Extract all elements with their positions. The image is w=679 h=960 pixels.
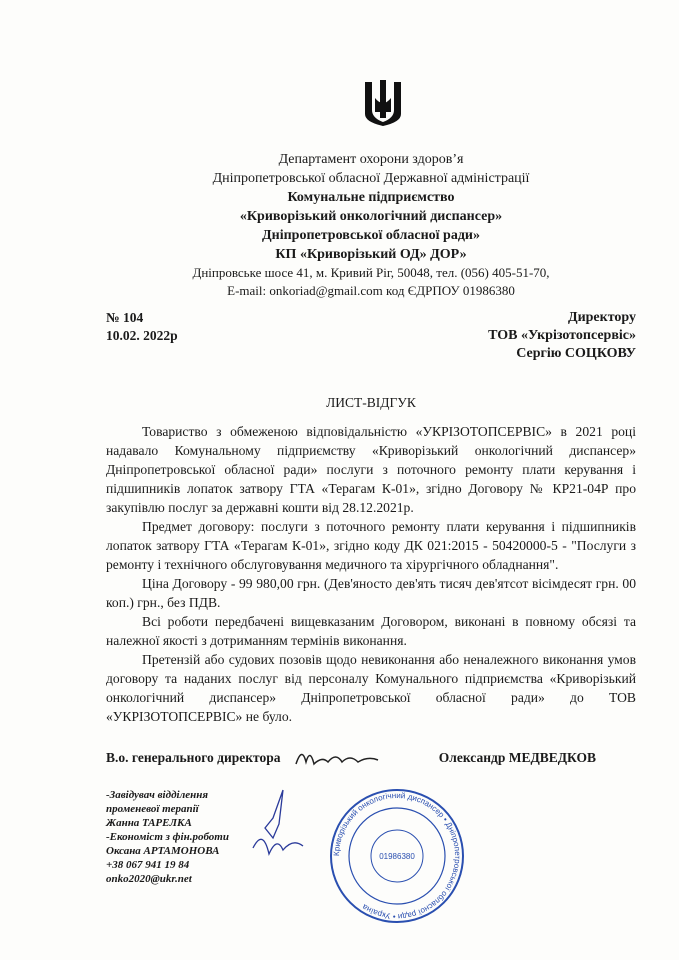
- footer-line: променевої терапії: [106, 803, 199, 815]
- stamp-text: Криворізький онкологічний диспансер • Дніпропетровської обласної ради • Україна: [331, 790, 463, 922]
- signatory-name: Олександр МЕДВЕДКОВ: [438, 750, 596, 765]
- footer-line: Оксана АРТАМОНОВА: [106, 845, 220, 857]
- org-line-1: Комунальне підприємство: [287, 190, 455, 205]
- footer-phone: +38 067 941 19 84: [106, 859, 190, 871]
- contacts: [106, 282, 636, 300]
- email-link[interactable]: onkoriad@gmail.com: [269, 283, 383, 298]
- paragraph: Предмет договору: послуги з поточного ремонту плати керування і підшипників лопаток затвору ГТА «Терагам К-01», згідно коду ДК 021:2015 - 50420000-5 - "Послуги з ремонту і технічного обслуговування медичного та хірургічного обладнання".: [106, 519, 636, 572]
- addressee-company: ТОВ «Укрізотопсервіс»: [488, 328, 636, 343]
- paragraph: Товариство з обмеженою відповідальністю «УКРІЗОТОПСЕРВІС» в 2021 році надавало Комунальному підприємству «Криворізький онкологічний диспансер» Дніпропетровської обласної ради» послуги з поточного ремонту плати керування і підшипників лопаток затвору ГТА «Терагам К-01», згідно Договору № КР21-04Р про закупівлю послуг за державні кошти від 28.12.2021р.: [106, 424, 636, 515]
- signatory-position: В.о. генерального директора: [106, 750, 281, 765]
- ref-number: № 104: [106, 310, 144, 325]
- letter-title: ЛИСТ-ВІДГУК: [326, 395, 416, 410]
- footer-email: onko2020@ukr.net: [106, 873, 192, 885]
- email-label: E-mail:: [227, 283, 267, 298]
- department-line: Департамент охорони здоров’я: [278, 152, 464, 167]
- paragraph: Всі роботи передбачені вищевказаним Договором, виконані в повному обсязі та належної якості з дотриманням термінів виконання.: [106, 614, 636, 648]
- footer-line: -Завідувач відділення: [106, 789, 208, 801]
- addressee-position: Директору: [567, 310, 636, 325]
- reference-block: [106, 309, 178, 363]
- addressee-name: Сергію СОЦКОВУ: [516, 346, 636, 361]
- contact-footer: [106, 788, 229, 886]
- paragraph: Ціна Договору - 99 980,00 грн. (Дев'яносто дев'ять тисяч дев'ятсот вісімдесят грн. 00 коп.) грн., без ПДВ.: [106, 576, 636, 610]
- administration-line: Дніпропетровської обласної Державної адміністрації: [212, 171, 530, 186]
- address: Дніпровське шосе 41, м. Кривий Ріг, 50048, тел. (056) 405-51-70,: [192, 265, 550, 280]
- reference-row: [106, 309, 636, 363]
- edrpou-code: код ЄДРПОУ 01986380: [386, 283, 515, 298]
- org-line-2: «Криворізький онкологічний диспансер»: [239, 209, 503, 224]
- signature-row: [106, 742, 636, 774]
- stamp-code: 01986380: [379, 852, 415, 861]
- footer-row: [106, 788, 636, 924]
- org-line-4: КП «Криворізький ОД» ДОР»: [275, 247, 467, 262]
- letter-body: [106, 422, 636, 726]
- org-line-3: Дніпропетровської обласної ради»: [262, 228, 480, 243]
- official-stamp: [327, 788, 467, 924]
- economist-signature: [243, 788, 313, 863]
- footer-line: Жанна ТАРЕЛКА: [106, 817, 192, 829]
- ref-date: 10.02. 2022р: [106, 328, 178, 343]
- paragraph: Претензій або судових позовів щодо невиконання або неналежного виконання умов договору та наданих послуг від персоналу Комунального підприємства «Криворізький онкологічний диспансер» Дніпропетровської обласної ради» до ТОВ «УКРІЗОТОПСЕРВІС» не було.: [106, 652, 636, 724]
- footer-line: -Економіст з фін.роботи: [106, 831, 229, 843]
- trident-icon: [362, 78, 404, 128]
- addressee-block: [488, 309, 636, 363]
- director-signature: [292, 742, 392, 774]
